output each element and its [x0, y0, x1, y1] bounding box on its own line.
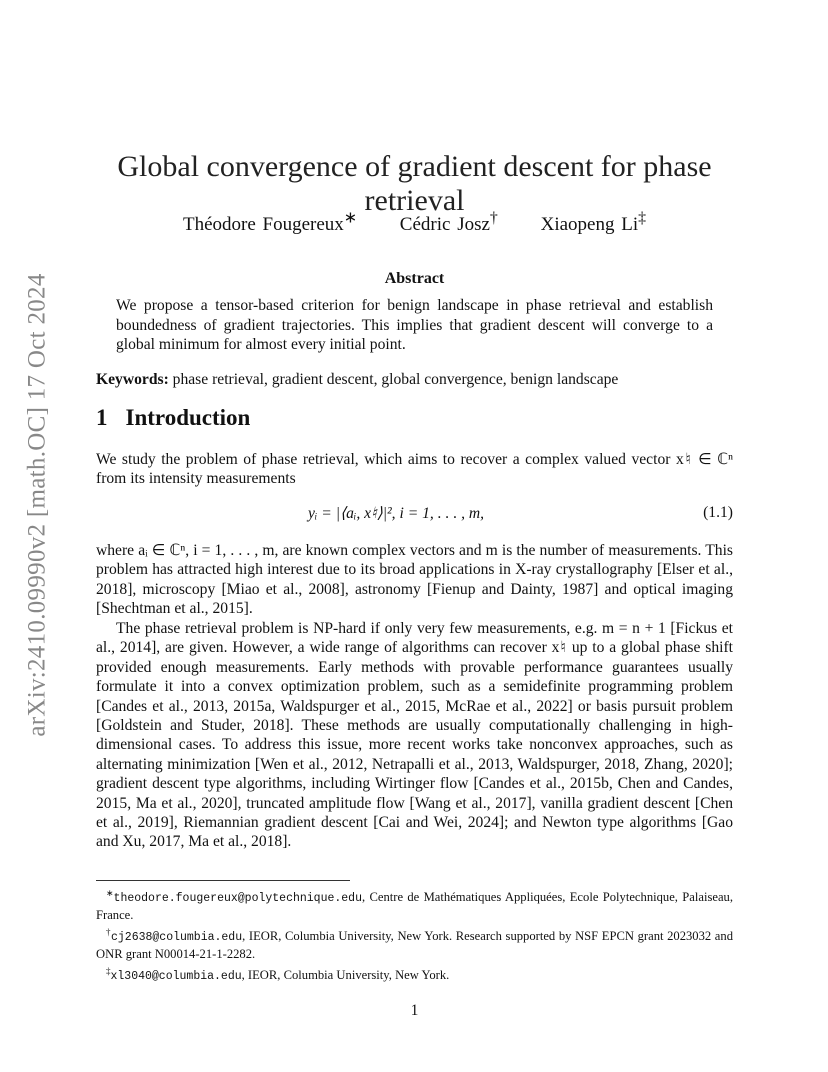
paper-title: Global convergence of gradient descent for phase retrieval: [117, 150, 712, 217]
author-list: [96, 208, 733, 236]
author-mark: ‡: [638, 210, 647, 227]
author: [182, 210, 358, 236]
intro-paragraph-2: where aᵢ ∈ ℂⁿ, i = 1, . . . , m, are known complex vectors and m is the number of measurements. This problem has attracted high interest due to its broad applications in X-ray crystallography [Elser et al., 2018], microscopy [Miao et al., 2008], astronomy [Fienup and Dainty, 1987] and optical imaging [Shechtman et al., 2015].: [96, 542, 733, 618]
intro-paragraph-3: The phase retrieval problem is NP-hard if only very few measurements, e.g. m = n + 1 [Fickus et al., 2014], are given. However, a wide range of algorithms can recover x♮ up to a global phase shift provided enough measurements. Early methods with provable performance guarantees usually formulate it into a convex optimization problem, such as a semidefinite programming problem [Candes et al., 2013, 2015a, Waldspurger et al., 2015, McRae et al., 2022] or basis pursuit problem [Goldstein and Studer, 2018]. These methods are usually computationally challenging in high-dimensional cases. To address this issue, more recent works take nonconvex approaches, such as alternating minimization [Wen et al., 2012, Netrapalli et al., 2013, Waldspurger, 2018, Zhang, 2020]; gradient descent type algorithms, including Wirtinger flow [Candes et al., 2015b, Chen and Candes, 2015, Ma et al., 2020], truncated amplitude flow [Wang et al., 2017], vanilla gradient descent [Chen et al., 2019], Riemannian gradient descent [Cai and Wei, 2024]; and Newton type algorithms [Gao and Xu, 2017, Ma et al., 2018].: [96, 620, 733, 851]
author: [399, 210, 498, 236]
section-heading: [96, 405, 250, 431]
page-number: 1: [410, 1002, 419, 1019]
author-name: Xiaopeng Li: [540, 214, 639, 236]
abstract-heading: Abstract: [384, 270, 445, 287]
author-name: Théodore Fougereux: [182, 214, 344, 236]
author-name: Cédric Josz: [399, 214, 490, 236]
arxiv-sidebar: [18, 270, 58, 740]
author-mark: †: [489, 210, 498, 227]
keywords-text: phase retrieval, gradient descent, global convergence, benign landscape: [172, 371, 619, 388]
footnotes: [96, 885, 733, 987]
section-title: Introduction: [125, 405, 251, 430]
footnote-mark: ‡: [106, 966, 111, 977]
footnote: [96, 885, 733, 923]
equation-tag: (1.1): [703, 504, 733, 521]
footnote-rule: [96, 880, 350, 881]
footnote-text: , IEOR, Columbia University, New York. Research supported by NSF EPCN grant 2023032 and ONR grant N00014-21-1-2282.: [96, 929, 733, 962]
footnote-text: , Centre de Mathématiques Appliquées, Ecole Polytechnique, Palaiseau, France.: [96, 890, 733, 923]
keywords-label: Keywords:: [96, 371, 169, 388]
footnote: [96, 963, 733, 985]
abstract-text: We propose a tensor-based criterion for benign landscape in phase retrieval and establish boundedness of gradient trajectories. This implies that gradient descent will converge to a global minimum for almost every initial point.: [116, 297, 713, 353]
footnote-text: , IEOR, Columbia University, New York.: [241, 968, 450, 983]
footnote-mark: †: [106, 927, 111, 938]
keywords: [96, 371, 733, 389]
footnote-mark: ∗: [106, 888, 114, 898]
author: [540, 210, 647, 236]
equation-body: yᵢ = |⟨aᵢ, x♮⟩|², i = 1, . . . , m,: [308, 505, 485, 522]
footnote-email[interactable]: xl3040@columbia.edu: [110, 970, 242, 984]
author-mark: ∗: [343, 210, 358, 227]
footnote: [96, 924, 733, 962]
section-number: 1: [96, 405, 108, 430]
footnote-email[interactable]: cj2638@columbia.edu: [110, 931, 243, 945]
equation-1-1: [96, 504, 733, 526]
intro-paragraph-1: We study the problem of phase retrieval, which aims to recover a complex valued vector x♮ ∈ ℂⁿ from its intensity measurements: [96, 451, 733, 488]
footnote-email[interactable]: theodore.fougereux@polytechnique.edu: [113, 892, 362, 906]
arxiv-identifier: arXiv:2410.09990v2 [math.OC] 17 Oct 2024: [24, 273, 51, 737]
